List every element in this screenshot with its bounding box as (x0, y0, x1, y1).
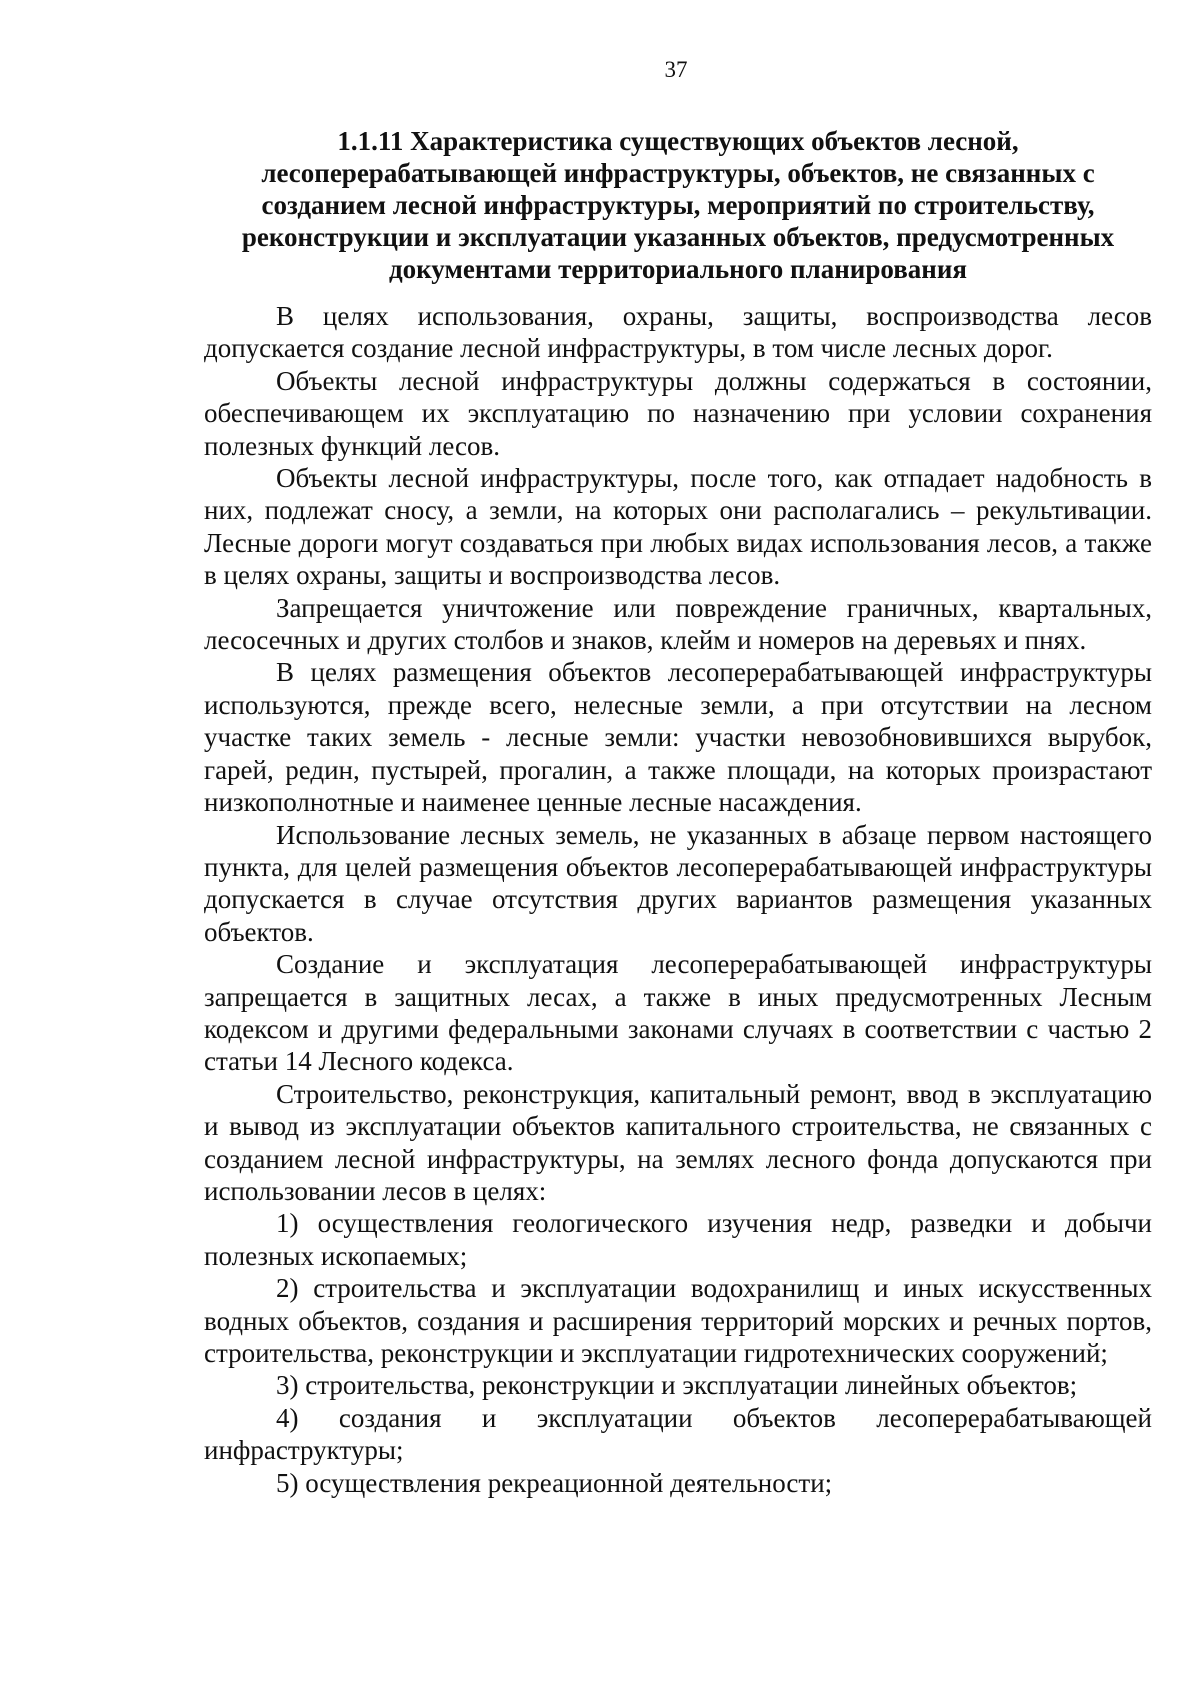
list-item: 1) осуществления геологического изучения недр, разведки и добычи полезных ископаемых; (204, 1208, 1152, 1271)
paragraph: В целях размещения объектов лесоперерабатывающей инфраструктуры используются, прежде всего, нелесные земли, а при отсутствии на лесном участке таких земель - лесные земли: участки невозобновившихся вырубок, гарей, редин, пустырей, прогалин, а также площади, на которых произрастают низкополнотные и наименее ценные лесные насаждения. (204, 657, 1152, 818)
paragraph: Использование лесных земель, не указанных в абзаце первом настоящего пункта, для целей размещения объектов лесоперерабатывающей инфраструктуры допускается в случае отсутствия других вариантов размещения указанных объектов. (204, 819, 1152, 947)
list-item: 3) строительства, реконструкции и эксплуатации линейных объектов; (276, 1370, 1078, 1401)
paragraph: Запрещается уничтожение или повреждение граничных, квартальных, лесосечных и других столбов и знаков, клейм и номеров на деревьях и пнях. (204, 592, 1152, 656)
paragraph: Объекты лесной инфраструктуры должны содержаться в состоянии, обеспечивающем их эксплуатацию по назначению при условии сохранения полезных функций лесов. (204, 365, 1152, 461)
list-item: 5) осуществления рекреационной деятельности; (276, 1467, 833, 1498)
paragraph: Строительство, реконструкция, капитальный ремонт, ввод в эксплуатацию и вывод из эксплуатации объектов капитального строительства, не связанных с созданием лесной инфраструктуры, на землях лесного фонда допускаются при использовании лесов в целях: (204, 1078, 1152, 1206)
paragraph: В целях использования, охраны, защиты, воспроизводства лесов допускается создание лесной инфраструктуры, в том числе лесных дорог. (204, 301, 1152, 364)
paragraph: Объекты лесной инфраструктуры, после того, как отпадает надобность в них, подлежат сносу, а земли, на которых они располагались – рекультивации. Лесные дороги могут создаваться при любых видах использования лесов, а также в целях охраны, защиты и воспроизводства лесов. (204, 463, 1152, 591)
section-heading: 1.1.11 Характеристика существующих объектов лесной, лесоперерабатывающей инфраструктуры, объектов, не связанных с созданием лесной инфраструктуры, мероприятий по строительству, реконструкции и эксплуатации указанных объектов, предусмотренных документами территориального планирования (241, 126, 1115, 284)
paragraph: Создание и эксплуатация лесоперерабатывающей инфраструктуры запрещается в защитных лесах, а также в иных предусмотренных Лесным кодексом и другими федеральными законами случаях в соответствии с частью 2 статьи 14 Лесного кодекса. (204, 949, 1152, 1077)
list-item: 2) строительства и эксплуатации водохранилищ и иных искусственных водных объектов, создания и расширения территорий морских и речных портов, строительства, реконструкции и эксплуатации гидротехнических сооружений; (204, 1273, 1152, 1368)
body-text (204, 300, 1152, 1499)
list-item: 4) создания и эксплуатации объектов лесоперерабатывающей инфраструктуры; (204, 1402, 1152, 1466)
page-number: 37 (664, 57, 688, 82)
